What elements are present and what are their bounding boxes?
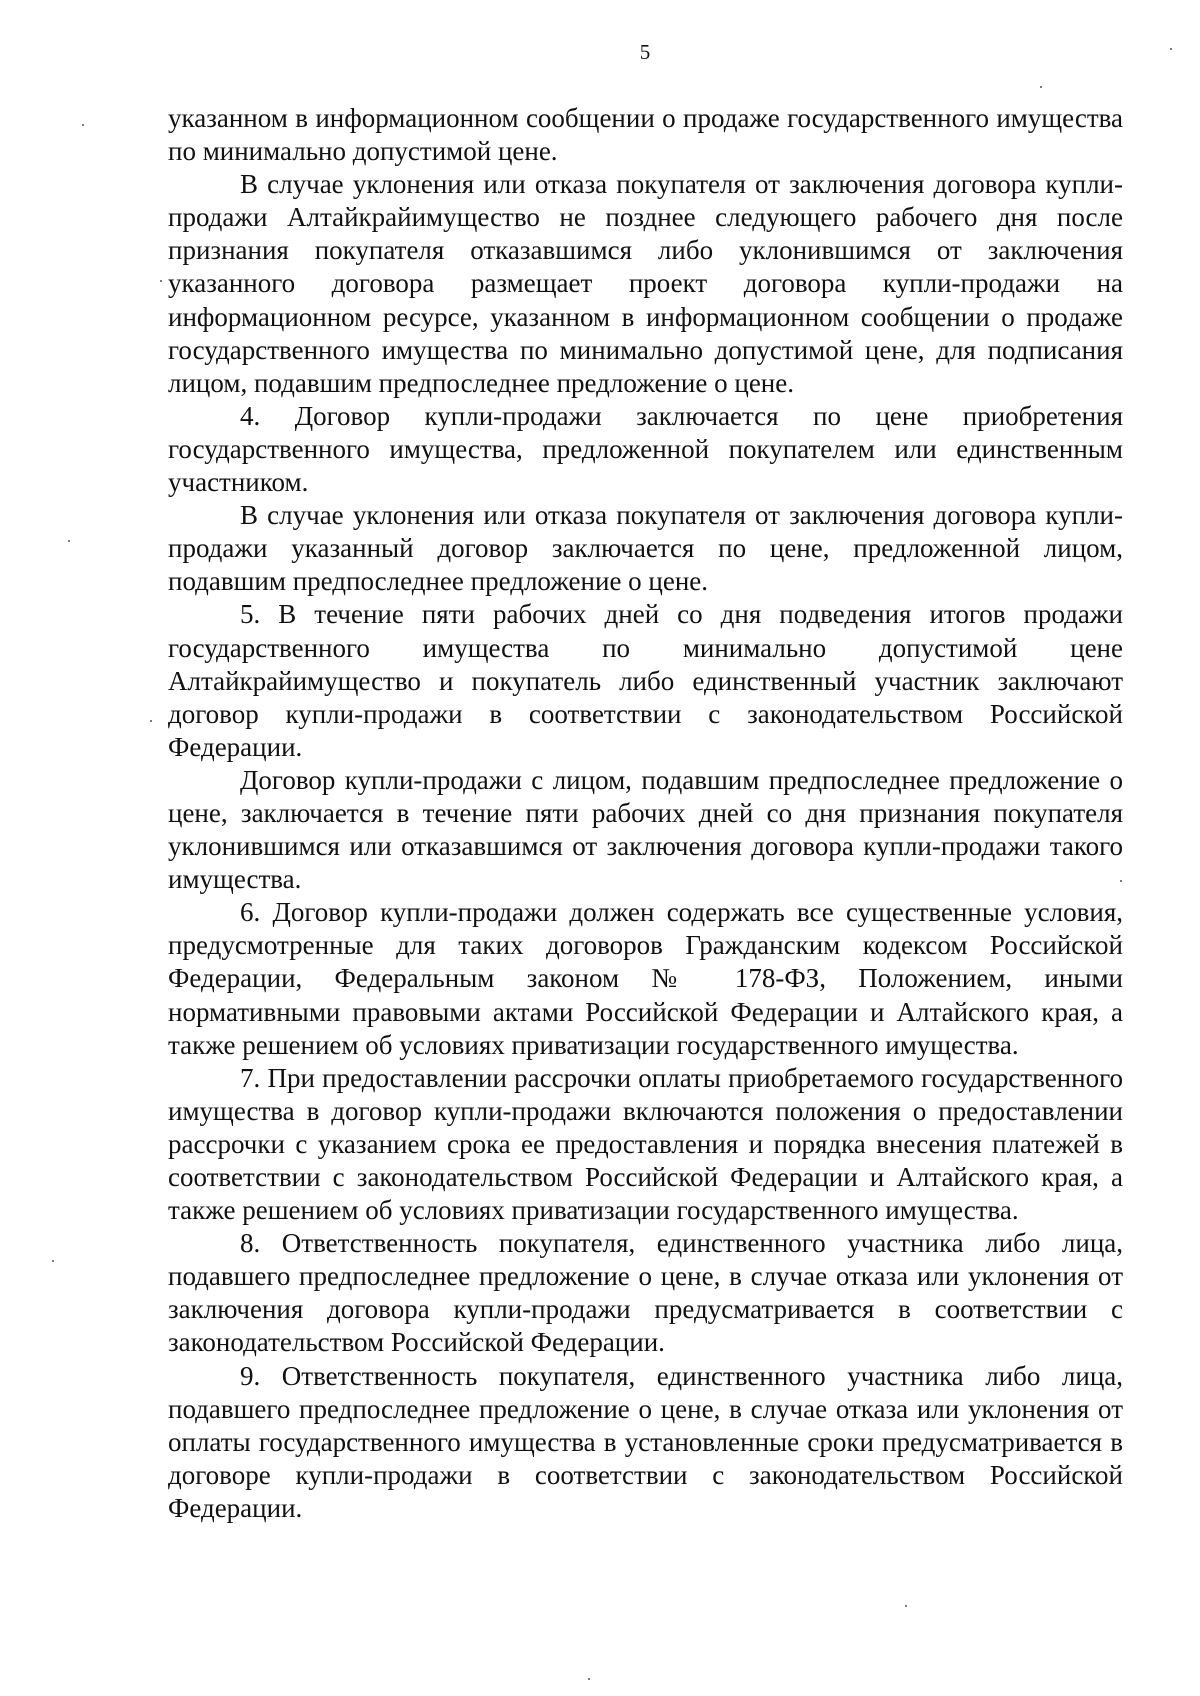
scan-speck bbox=[82, 124, 84, 126]
paragraph: В случае уклонения или отказа покупателя от заключения договора купли-продажи Алтайкрайимущество не позднее следующего рабочего дня после признания покупателя отказавшимся либо уклонившимся от заключения указанного договора размещает проект договора купли-продажи на информационном ресурсе, указанном в информационном сообщении о продаже государственного имущества по минимально допустимой цене, для подписания лицом, подавшим предпоследнее предложение о цене. bbox=[168, 169, 1123, 398]
paragraph: В случае уклонения или отказа покупателя от заключения договора купли-продажи указанный договор заключается по цене, предложенной лицом, подавшим предпоследнее предложение о цене. bbox=[168, 500, 1123, 597]
paragraph-item-5: 5. В течение пяти рабочих дней со дня подведения итогов продажи государственного имущества по минимально допустимой цене Алтайкрайимущество и покупатель либо единственный участник заключают договор купли-продажи в соответствии с законодательством Российской Федерации. bbox=[168, 599, 1123, 762]
paragraph-item-6: 6. Договор купли-продажи должен содержать все существенные условия, предусмотренные для таких договоров Гражданским кодексом Российской Федерации, Федеральным законом № 178-ФЗ, Положением, иными нормативными правовыми актами Российской Федерации и Алтайского края, а также решением об условиях приватизации государственного имущества. bbox=[168, 897, 1123, 1060]
scan-speck bbox=[905, 1605, 907, 1607]
scan-speck bbox=[588, 1678, 590, 1680]
scan-speck bbox=[150, 720, 152, 722]
scan-speck bbox=[1120, 880, 1122, 882]
paragraph-item-4: 4. Договор купли-продажи заключается по цене приобретения государственного имущества, предложенной покупателем или единственным участником. bbox=[168, 400, 1123, 498]
scan-speck bbox=[1170, 48, 1172, 50]
scan-speck bbox=[68, 540, 70, 542]
paragraph-continued: указанном в информационном сообщении о продаже государственного имущества по минимально допустимой цене. bbox=[168, 103, 1123, 167]
scan-speck bbox=[160, 280, 162, 282]
scan-speck bbox=[52, 1260, 54, 1262]
paragraph-item-9: 9. Ответственность покупателя, единственного участника либо лица, подавшего предпоследнее предложение о цене, в случае отказа или уклонения от оплаты государственного имущества в установленные сроки предусматривается в договоре купли-продажи в соответствии с законодательством Российской Федерации. bbox=[168, 1360, 1123, 1523]
paragraph-item-7: 7. При предоставлении рассрочки оплаты приобретаемого государственного имущества в договор купли-продажи включаются положения о предоставлении рассрочки с указанием срока ее предоставления и порядка внесения платежей в соответствии с законодательством Российской Федерации и Алтайского края, а также решением об условиях приватизации государственного имущества. bbox=[168, 1062, 1123, 1226]
paragraph-item-8: 8. Ответственность покупателя, единственного участника либо лица, подавшего предпоследнее предложение о цене, в случае отказа или уклонения от заключения договора купли-продажи предусматривается в соответствии с законодательством Российской Федерации. bbox=[168, 1228, 1123, 1358]
document-body bbox=[168, 102, 1123, 1525]
scan-speck bbox=[1040, 86, 1042, 88]
page-number: 5 bbox=[639, 40, 651, 64]
paragraph: Договор купли-продажи с лицом, подавшим предпоследнее предложение о цене, заключается в течение пяти рабочих дней со дня признания покупателя уклонившимся или отказавшимся от заключения договора купли-продажи такого имущества. bbox=[168, 764, 1123, 895]
